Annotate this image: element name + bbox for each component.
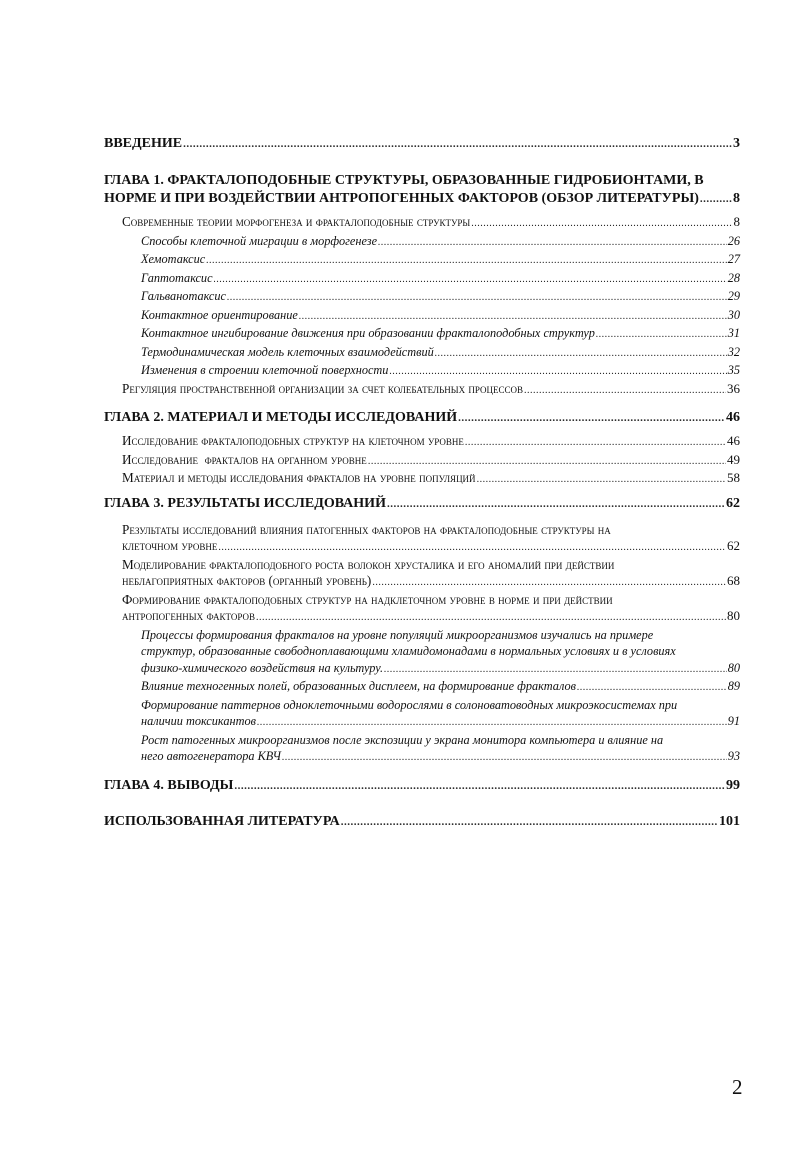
toc-page: 8	[733, 214, 740, 229]
dot-leader	[282, 750, 727, 767]
toc-title-line: антропогенных факторов	[122, 608, 255, 623]
toc-page: 80	[727, 660, 740, 675]
toc-title-line: Рост патогенных микроорганизмов после экспозиции у экрана монитора компьютера и влияние на	[141, 732, 664, 747]
dot-leader	[368, 454, 726, 471]
toc-title-line: Процессы формирования фракталов на уровне популяций микроорганизмов изучались на примере	[141, 627, 654, 642]
toc-title: Контактное ориентирование	[141, 307, 298, 322]
toc-page: 58	[727, 470, 740, 485]
toc-title-line: ГЛАВА 1. ФРАКТАЛОПОДОБНЫЕ СТРУКТУРЫ, ОБРАЗОВАННЫЕ ГИДРОБИОНТАМИ, В	[104, 173, 704, 188]
dot-leader	[577, 680, 727, 697]
dot-leader	[372, 575, 726, 592]
toc-entry-subsection[interactable]	[104, 270, 740, 289]
toc-page: 36	[727, 380, 740, 396]
toc-title-line: физико-химического воздействия на культуру.	[141, 660, 384, 675]
toc-page: 62	[727, 538, 740, 553]
toc-title: ГЛАВА 2. МАТЕРИАЛ И МЕТОДЫ ИССЛЕДОВАНИЙ	[104, 410, 458, 425]
toc-entry-subsection[interactable]	[104, 697, 740, 732]
toc-page: 93	[727, 749, 740, 763]
toc-page: 80	[727, 608, 740, 623]
toc-page: 28	[727, 270, 740, 285]
toc-page: 49	[727, 451, 740, 467]
dot-leader	[387, 495, 725, 513]
toc-title: Хемотаксис	[141, 252, 206, 266]
toc-page: 32	[727, 344, 740, 359]
toc-page: 99	[726, 777, 740, 793]
dot-leader	[257, 715, 727, 732]
dot-leader	[299, 309, 727, 326]
toc-title: Влияние техногенных полей, образованных дисплеем, на формирование фракталов	[141, 679, 576, 693]
toc-title-line: Моделирование фракталоподобного роста волокон хрусталика и его аномалий при действии	[122, 556, 615, 572]
toc-entry-subsection[interactable]	[104, 678, 740, 697]
dot-leader	[389, 364, 726, 381]
toc-page: 46	[726, 410, 740, 425]
toc-title: Контактное ингибирование движения при образовании фракталоподобных структур	[141, 326, 595, 340]
dot-leader	[256, 610, 726, 627]
page-number: 2	[732, 1075, 743, 1099]
toc-entry-intro[interactable]	[104, 135, 740, 153]
toc-page: 46	[727, 433, 740, 448]
toc-title-line: НОРМЕ И ПРИ ВОЗДЕЙСТВИИ АНТРОПОГЕННЫХ ФАКТОРОВ (ОБЗОР ЛИТЕРАТУРЫ)	[104, 191, 699, 206]
dot-leader	[435, 346, 727, 363]
dot-leader	[183, 135, 732, 153]
dot-leader	[341, 813, 718, 831]
toc-entry-chapter-2[interactable]	[104, 409, 740, 427]
toc-title: Способы клеточной миграции в морфогенезе	[141, 233, 378, 248]
toc-page: 3	[733, 136, 740, 151]
dot-leader	[471, 216, 732, 233]
toc-title: Изменения в строении клеточной поверхности	[141, 363, 389, 377]
toc-title: Гальванотаксис	[141, 289, 226, 303]
dot-leader	[465, 435, 726, 452]
toc-entry-subsection[interactable]	[104, 362, 740, 381]
toc-page: 29	[727, 289, 740, 303]
toc-entry-chapter-4[interactable]	[104, 777, 740, 795]
toc-title: ГЛАВА 4. ВЫВОДЫ	[104, 777, 234, 793]
dot-leader	[206, 253, 727, 270]
toc-title: Исследование фракталоподобных структур на клеточном уровне	[122, 433, 464, 448]
toc-title-line: структур, образованные свободноплавающими хламидомонадами в нормальных условиях и в условиях	[141, 644, 676, 658]
toc-entry-section[interactable]	[104, 470, 740, 489]
toc-entry-subsection[interactable]	[104, 325, 740, 344]
toc-title: Исследование фракталов на органном уровне	[122, 451, 367, 467]
toc-page: 30	[727, 307, 740, 322]
toc-entry-section[interactable]	[104, 557, 740, 592]
dot-leader	[234, 777, 725, 795]
toc-entry-section[interactable]	[104, 522, 740, 557]
toc-title-line: Формирование фракталоподобных структур на надклеточном уровне в норме и при действии	[122, 591, 613, 607]
toc-page: 31	[727, 326, 740, 340]
toc-page: 91	[727, 714, 740, 728]
toc-entry-chapter-3[interactable]	[104, 495, 740, 513]
toc-entry-subsection[interactable]	[104, 732, 740, 767]
toc-title-line: Формирование паттернов одноклеточными водорослями в солоноватоводных микроэкосистемах при	[141, 697, 678, 712]
toc-title-line: клеточном уровне	[122, 538, 218, 553]
toc-title-line: него автогенератора КВЧ	[141, 749, 282, 763]
toc-entry-references[interactable]	[104, 813, 740, 831]
toc-title: ВВЕДЕНИЕ	[104, 136, 183, 151]
toc-entry-section[interactable]	[104, 592, 740, 627]
table-of-contents	[104, 135, 740, 831]
toc-page: 26	[727, 233, 740, 248]
dot-leader	[458, 409, 725, 427]
dot-leader	[477, 472, 726, 489]
toc-entry-subsection[interactable]	[104, 344, 740, 363]
toc-title-line: наличии токсикантов	[141, 714, 256, 728]
toc-title: ИСПОЛЬЗОВАННАЯ ЛИТЕРАТУРА	[104, 813, 340, 829]
dot-leader	[384, 662, 727, 679]
toc-page: 68	[727, 573, 740, 588]
dot-leader	[227, 290, 727, 307]
toc-entry-section[interactable]	[104, 452, 740, 471]
dot-leader	[218, 540, 726, 557]
toc-title: Современные теории морфогенеза и фракталоподобные структуры	[122, 214, 471, 229]
toc-entry-subsection[interactable]	[104, 627, 740, 679]
toc-title: Гаптотаксис	[141, 270, 213, 285]
dot-leader	[596, 327, 727, 344]
toc-page: 101	[719, 813, 740, 829]
dot-leader	[214, 272, 727, 289]
toc-entry-section[interactable]	[104, 381, 740, 400]
toc-entry-chapter-1[interactable]	[104, 172, 740, 208]
dot-leader	[524, 383, 726, 400]
toc-title: Материал и методы исследования фракталов на уровне популяций	[122, 470, 476, 485]
toc-title: ГЛАВА 3. РЕЗУЛЬТАТЫ ИССЛЕДОВАНИЙ	[104, 495, 386, 511]
toc-entry-section[interactable]	[104, 433, 740, 452]
toc-page: 8	[733, 191, 740, 206]
toc-title: Термодинамическая модель клеточных взаимодействий	[141, 344, 434, 359]
dot-leader	[700, 190, 732, 208]
toc-entry-subsection[interactable]	[104, 251, 740, 270]
toc-page: 89	[727, 679, 740, 693]
toc-entry-subsection[interactable]	[104, 233, 740, 252]
toc-title-line: неблагоприятных факторов (органный уровень)	[122, 573, 372, 588]
toc-entry-section[interactable]	[104, 214, 740, 233]
toc-entry-subsection[interactable]	[104, 307, 740, 326]
toc-page: 62	[726, 495, 740, 511]
toc-page: 35	[727, 363, 740, 377]
toc-title: Регуляция пространственной организации за счет колебательных процессов	[122, 380, 524, 396]
toc-title-line: Результаты исследований влияния патогенных факторов на фракталоподобные структуры на	[122, 521, 611, 537]
dot-leader	[378, 235, 727, 252]
toc-entry-subsection[interactable]	[104, 288, 740, 307]
toc-page: 27	[727, 252, 740, 266]
